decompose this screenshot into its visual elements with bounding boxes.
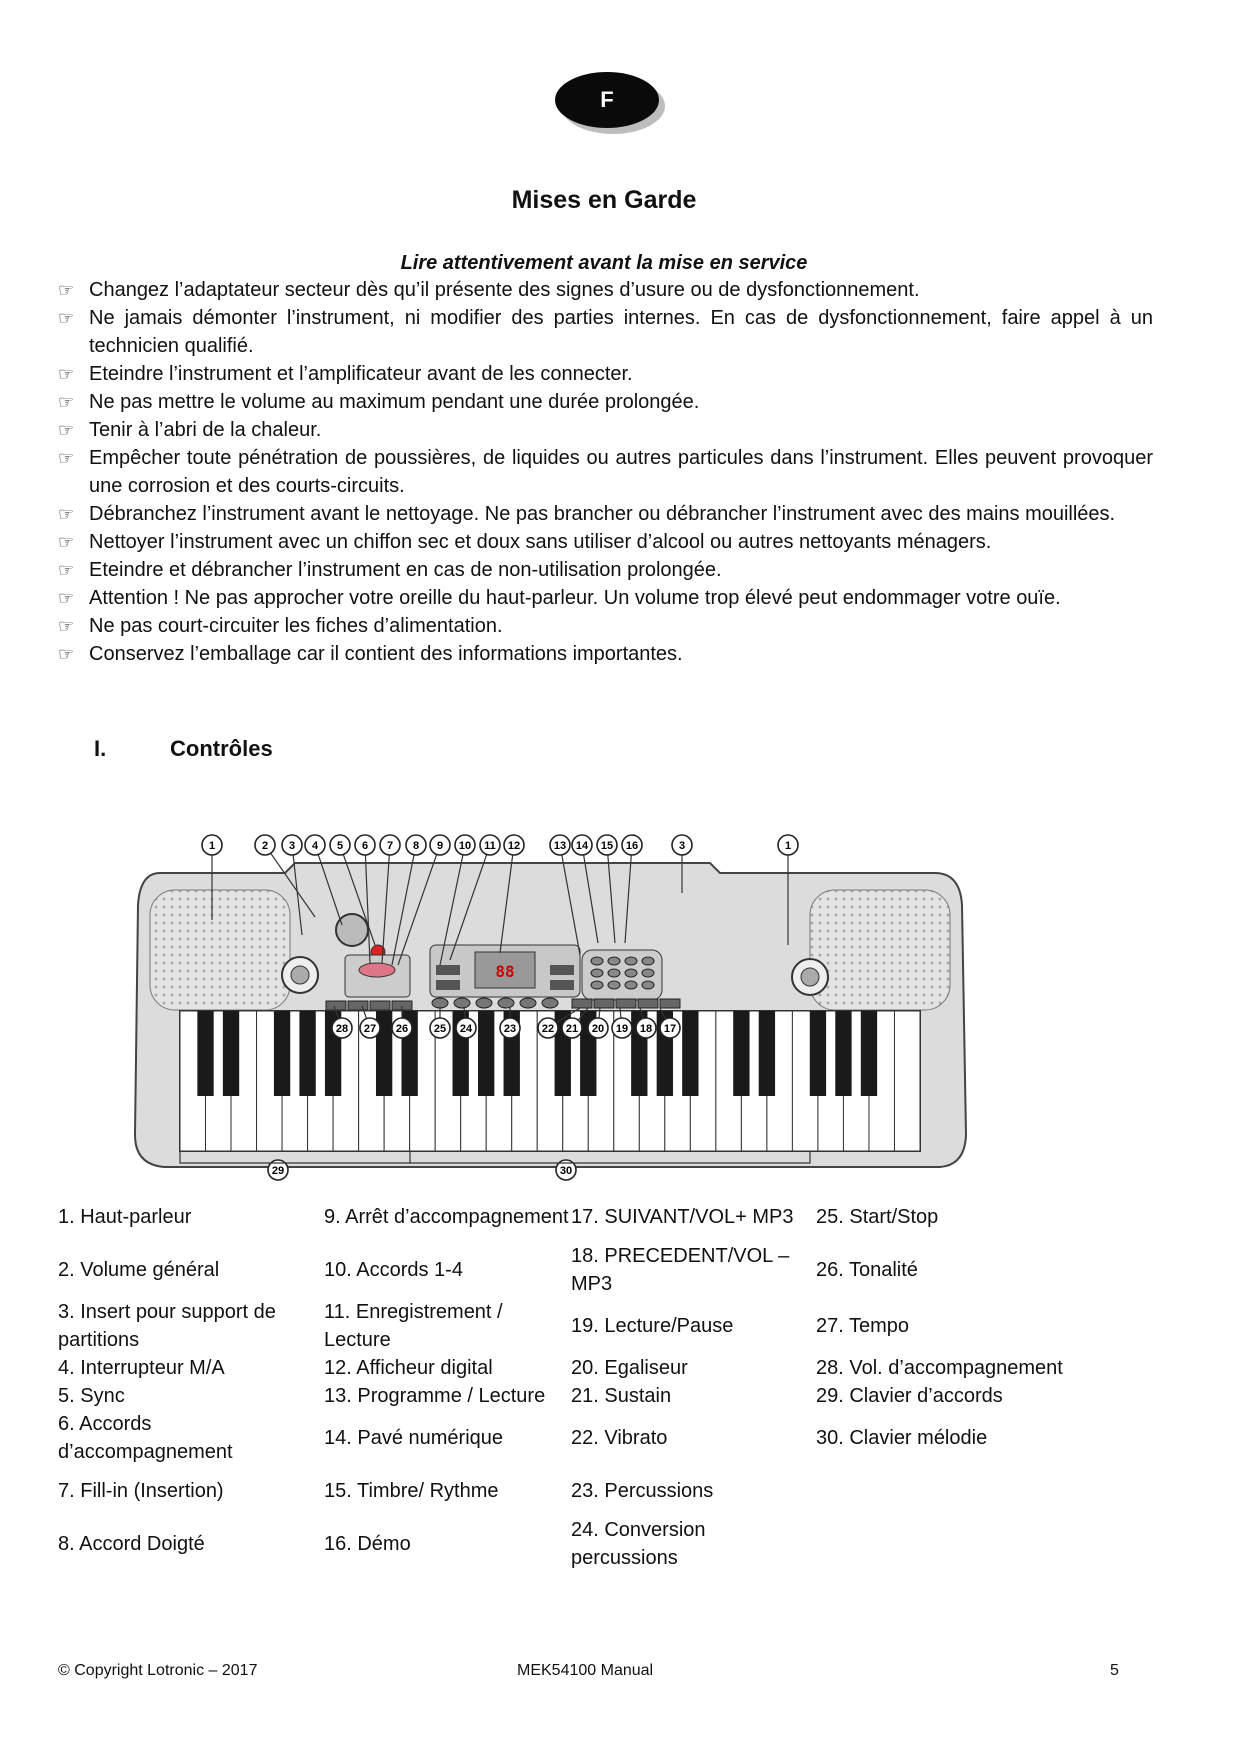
- pointing-hand-icon: ☞: [58, 420, 75, 440]
- pointing-hand-icon: ☞: [58, 392, 75, 412]
- callout-number: 30: [559, 1165, 573, 1177]
- section-title: Contrôles: [170, 736, 273, 761]
- callout-number: 29: [271, 1165, 285, 1177]
- warning-item: [58, 360, 1153, 388]
- pad-key: [625, 957, 637, 965]
- panel-button: [572, 999, 592, 1008]
- speaker-right: [810, 890, 950, 1010]
- warning-list: [58, 276, 1153, 668]
- callout-number: 22: [541, 1023, 555, 1035]
- pointing-hand-icon: ☞: [58, 616, 75, 636]
- legend-item: 28. Vol. d’accompagnement: [816, 1357, 1063, 1379]
- legend-row: [58, 1410, 1168, 1466]
- pad-key: [642, 981, 654, 989]
- warning-text: Tenir à l’abri de la chaleur.: [89, 419, 322, 441]
- page-title: Mises en Garde: [511, 186, 697, 214]
- legend-item: 18. PRECEDENT/VOL – MP3: [571, 1245, 790, 1295]
- black-key: [835, 1011, 851, 1096]
- callout-number: 28: [335, 1023, 349, 1035]
- chord-selector: [359, 963, 395, 977]
- callout-number: 25: [433, 1023, 447, 1035]
- callout-number: 27: [363, 1023, 377, 1035]
- pointing-hand-icon: ☞: [58, 448, 75, 468]
- jack-left-center: [291, 966, 309, 984]
- pad-key: [608, 981, 620, 989]
- black-key: [299, 1011, 315, 1096]
- legend-item: 10. Accords 1-4: [324, 1259, 463, 1281]
- legend-item: 13. Programme / Lecture: [324, 1385, 546, 1407]
- panel-button: [616, 999, 636, 1008]
- warning-item: [58, 276, 1153, 304]
- pad-key: [608, 969, 620, 977]
- legend-item: 1. Haut-parleur: [58, 1206, 192, 1228]
- pad-key: [625, 969, 637, 977]
- language-badge: [555, 72, 665, 134]
- legend-item: 15. Timbre/ Rythme: [324, 1480, 499, 1502]
- callout-number: 14: [575, 840, 589, 852]
- callout-number: 6: [361, 840, 369, 852]
- legend-row: [58, 1298, 1168, 1354]
- panel-button: [520, 998, 536, 1008]
- pointing-hand-icon: ☞: [58, 504, 75, 524]
- pointing-hand-icon: ☞: [58, 308, 75, 328]
- jack-right-center: [801, 968, 819, 986]
- callout-number: 21: [565, 1023, 579, 1035]
- black-key: [197, 1011, 213, 1096]
- pointing-hand-icon: ☞: [58, 280, 75, 300]
- legend-item: 9. Arrêt d’accompagnement: [324, 1206, 569, 1228]
- panel-button: [660, 999, 680, 1008]
- callout-number: 18: [639, 1023, 653, 1035]
- legend-item: 17. SUIVANT/VOL+ MP3: [571, 1206, 794, 1228]
- legend-item: 25. Start/Stop: [816, 1206, 939, 1228]
- right-button-b: [550, 980, 574, 990]
- footer-copyright: © Copyright Lotronic – 2017: [58, 1662, 258, 1679]
- badge-letter: F: [555, 72, 659, 128]
- black-key: [682, 1011, 698, 1096]
- black-key: [274, 1011, 290, 1096]
- left-button-a: [436, 965, 460, 975]
- section-number: I.: [94, 736, 107, 761]
- callout-number: 3: [288, 840, 296, 852]
- keyboard-diagram: [120, 815, 980, 1200]
- legend-item: [816, 1466, 1168, 1516]
- black-key: [759, 1011, 775, 1096]
- black-key: [733, 1011, 749, 1096]
- legend-item: 6. Accords d’accompagnement: [58, 1413, 233, 1463]
- legend-item: [816, 1516, 1168, 1572]
- warning-text: Conservez l’emballage car il contient des informations importantes.: [89, 643, 683, 665]
- warning-text: Eteindre et débrancher l’instrument en cas de non-utilisation prolongée.: [89, 559, 722, 581]
- pad-key: [591, 981, 603, 989]
- display-digits: 88: [495, 962, 515, 981]
- callout-number: 20: [591, 1023, 605, 1035]
- footer-page-number: 5: [1110, 1662, 1119, 1679]
- pointing-hand-icon: ☞: [58, 588, 75, 608]
- panel-button: [370, 1001, 390, 1010]
- legend-row: [58, 1516, 1168, 1572]
- callout-number: 9: [436, 840, 444, 852]
- callout-number: 13: [553, 840, 567, 852]
- callout-number: 17: [663, 1023, 677, 1035]
- callout-number: 24: [459, 1023, 473, 1035]
- callout-number: 5: [336, 840, 344, 852]
- warning-text: Ne jamais démonter l’instrument, ni modifier des parties internes. En cas de dysfonctionnement, faire appel à un technicien qualifié.: [89, 307, 1153, 357]
- warning-item: [58, 612, 1153, 640]
- callout-number: 7: [386, 840, 394, 852]
- warning-text: Attention ! Ne pas approcher votre oreille du haut-parleur. Un volume trop élevé peut endommager votre ouïe.: [89, 587, 1061, 609]
- warning-item: [58, 444, 1153, 500]
- left-button-b: [436, 980, 460, 990]
- legend-item: 5. Sync: [58, 1385, 125, 1407]
- legend-item: 2. Volume général: [58, 1259, 220, 1281]
- legend-row: [58, 1466, 1168, 1516]
- warning-item: [58, 416, 1153, 444]
- callout-number: 15: [600, 840, 614, 852]
- black-key: [810, 1011, 826, 1096]
- callout-number: 1: [784, 840, 792, 852]
- legend-item: 16. Démo: [324, 1533, 411, 1555]
- pointing-hand-icon: ☞: [58, 364, 75, 384]
- legend-item: 20. Egaliseur: [571, 1357, 688, 1379]
- callout-number: 12: [507, 840, 521, 852]
- legend-table: [58, 1192, 1168, 1572]
- warning-item: [58, 584, 1153, 612]
- legend-item: 22. Vibrato: [571, 1427, 668, 1449]
- pointing-hand-icon: ☞: [58, 644, 75, 664]
- legend-item: 19. Lecture/Pause: [571, 1315, 734, 1337]
- black-key: [223, 1011, 239, 1096]
- warning-text: Changez l’adaptateur secteur dès qu’il présente des signes d’usure ou de dysfonctionnement.: [89, 279, 920, 301]
- warning-text: Eteindre l’instrument et l’amplificateur avant de les connecter.: [89, 363, 633, 385]
- warning-item: [58, 388, 1153, 416]
- white-key: [894, 1011, 920, 1151]
- legend-item: 3. Insert pour support de partitions: [58, 1301, 276, 1351]
- legend-item: 30. Clavier mélodie: [816, 1427, 988, 1449]
- callout-number: 8: [412, 840, 420, 852]
- panel-button: [348, 1001, 368, 1010]
- pad-key: [591, 969, 603, 977]
- callout-number: 1: [208, 840, 216, 852]
- warning-text: Ne pas court-circuiter les fiches d’alimentation.: [89, 615, 503, 637]
- page-subtitle: Lire attentivement avant la mise en service: [400, 252, 808, 274]
- pad-key: [591, 957, 603, 965]
- panel-button: [326, 1001, 346, 1010]
- panel-button: [498, 998, 514, 1008]
- callout-number: 11: [484, 840, 496, 852]
- legend-item: 7. Fill-in (Insertion): [58, 1480, 224, 1502]
- callout-number: 3: [678, 840, 686, 852]
- legend-item: 21. Sustain: [571, 1385, 672, 1407]
- panel-button: [432, 998, 448, 1008]
- legend-row: [58, 1242, 1168, 1298]
- callout-number: 16: [625, 840, 639, 852]
- pad-key: [608, 957, 620, 965]
- panel-button: [542, 998, 558, 1008]
- legend-row: [58, 1192, 1168, 1242]
- warning-text: Ne pas mettre le volume au maximum pendant une durée prolongée.: [89, 391, 700, 413]
- legend-item: 11. Enregistrement / Lecture: [324, 1301, 503, 1351]
- speaker-left: [150, 890, 290, 1010]
- legend-item: 27. Tempo: [816, 1315, 910, 1337]
- warning-item: [58, 528, 1153, 556]
- pad-key: [642, 969, 654, 977]
- right-button-a: [550, 965, 574, 975]
- callout-number: 23: [503, 1023, 517, 1035]
- footer-manual: MEK54100 Manual: [517, 1662, 654, 1679]
- warning-item: [58, 500, 1153, 528]
- black-key: [861, 1011, 877, 1096]
- pointing-hand-icon: ☞: [58, 532, 75, 552]
- warning-text: Nettoyer l’instrument avec un chiffon sec et doux sans utiliser d’alcool ou autres nettoyants ménagers.: [89, 531, 992, 553]
- legend-item: 4. Interrupteur M/A: [58, 1357, 225, 1379]
- legend-item: 8. Accord Doigté: [58, 1533, 205, 1555]
- legend-item: 12. Afficheur digital: [324, 1357, 493, 1379]
- callout-number: 26: [395, 1023, 409, 1035]
- warning-item: [58, 556, 1153, 584]
- legend-item: 29. Clavier d’accords: [816, 1385, 1003, 1407]
- panel-button: [476, 998, 492, 1008]
- panel-button: [638, 999, 658, 1008]
- warning-text: Débranchez l’instrument avant le nettoyage. Ne pas brancher ou débrancher l’instrument avec des mains mouillées.: [89, 503, 1116, 525]
- panel-button: [594, 999, 614, 1008]
- warning-item: [58, 640, 1153, 668]
- callout-number: 10: [458, 840, 472, 852]
- callout-number: 19: [615, 1023, 629, 1035]
- pad-key: [625, 981, 637, 989]
- callout-number: 4: [311, 840, 319, 852]
- warning-text: Empêcher toute pénétration de poussières, de liquides ou autres particules dans l’instrument. Elles peuvent provoquer une corrosion et des courts-circuits.: [89, 447, 1153, 497]
- callout-number: 2: [261, 840, 269, 852]
- volume-knob: [336, 914, 368, 946]
- legend-row: [58, 1354, 1168, 1382]
- legend-item: 24. Conversion percussions: [571, 1519, 706, 1569]
- pad-key: [642, 957, 654, 965]
- legend-item: 14. Pavé numérique: [324, 1427, 504, 1449]
- legend-item: 26. Tonalité: [816, 1259, 918, 1281]
- panel-button: [454, 998, 470, 1008]
- pointing-hand-icon: ☞: [58, 560, 75, 580]
- legend-item: 23. Percussions: [571, 1480, 714, 1502]
- legend-row: [58, 1382, 1168, 1410]
- warning-item: [58, 304, 1153, 360]
- black-key: [478, 1011, 494, 1096]
